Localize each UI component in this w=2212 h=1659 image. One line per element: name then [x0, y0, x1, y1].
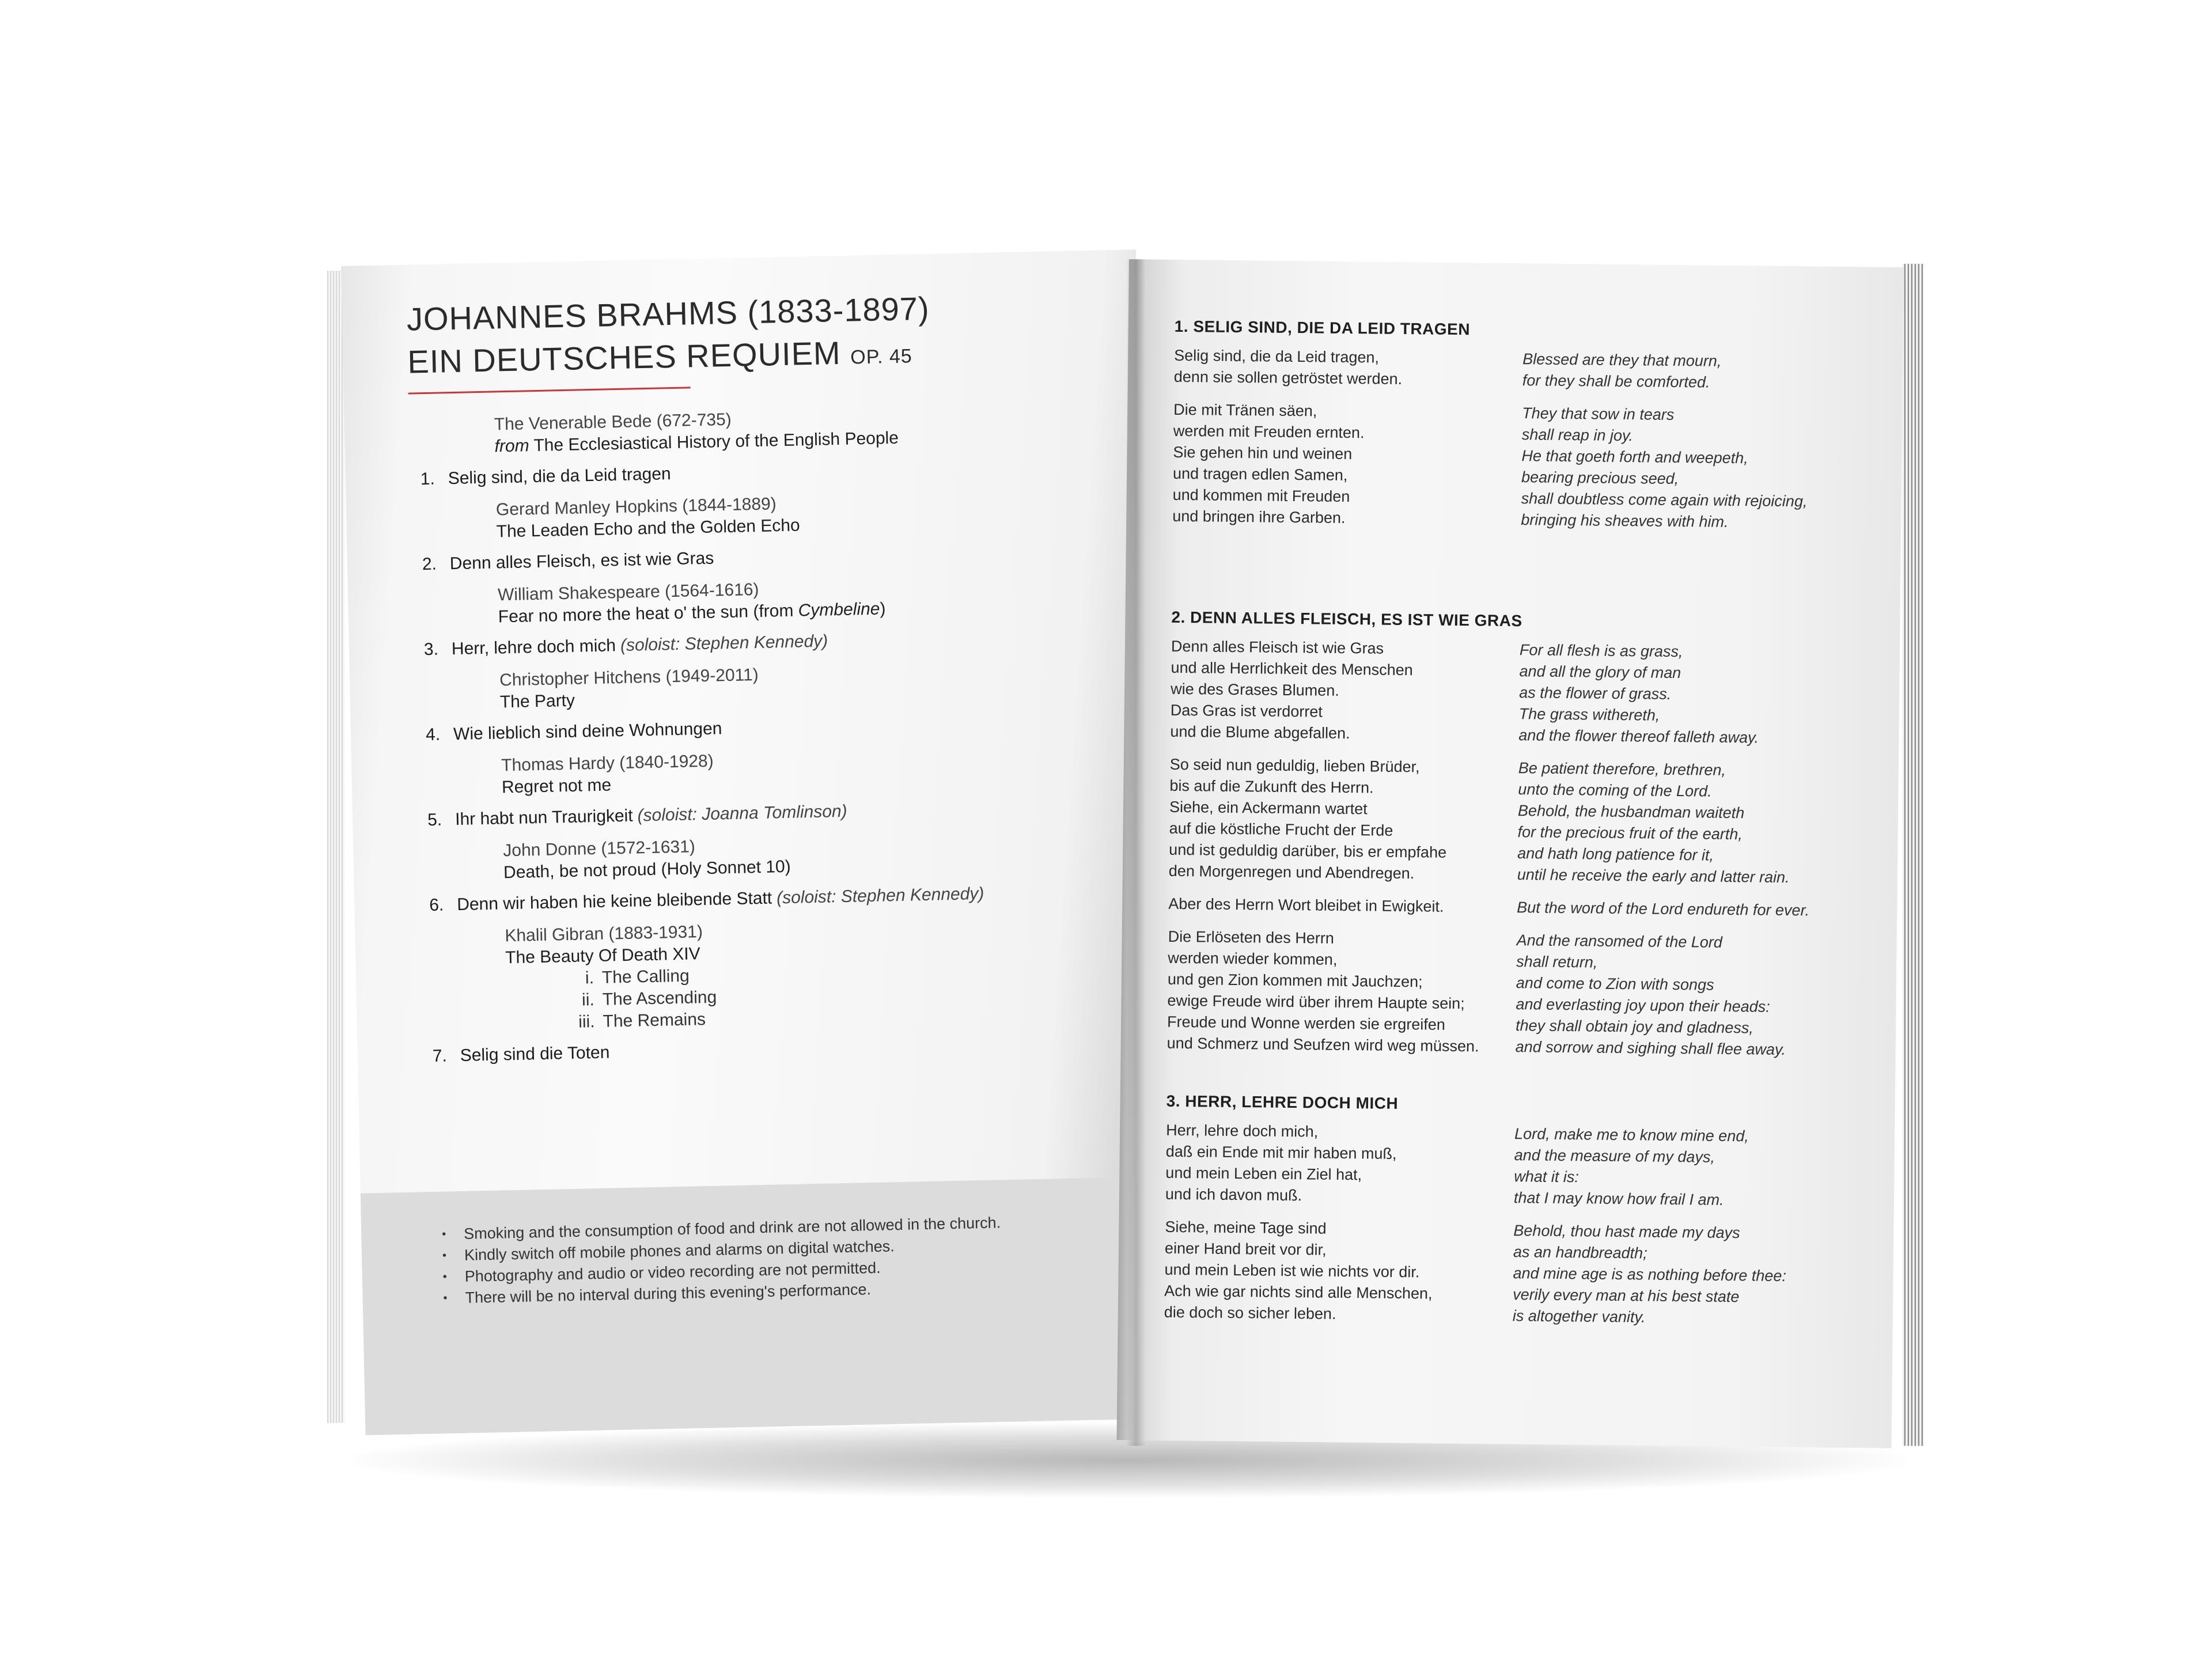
verse-line: and the flower thereof falleth away.	[1518, 726, 1759, 747]
stanza	[1174, 345, 1520, 391]
verse-line: auf die köstliche Frucht der Erde	[1169, 819, 1393, 839]
verse-line: und kommen mit Freuden	[1172, 486, 1350, 506]
program-movement	[426, 710, 1118, 746]
left-page-edges	[327, 271, 344, 1423]
english-text	[1515, 639, 1842, 1073]
right-page	[1117, 259, 1904, 1448]
title-block	[406, 287, 931, 395]
german-text	[1172, 345, 1520, 542]
source-author: William Shakespeare (1564-1616)	[497, 579, 759, 605]
verse-line: die doch so sicher leben.	[1164, 1303, 1336, 1323]
verse-line: shall reap in joy.	[1521, 426, 1634, 445]
stanza	[1522, 349, 1846, 395]
section-title: 2. DENN ALLES FLEISCH, ES IST WIE GRAS	[1171, 608, 1522, 630]
program-source	[503, 827, 1120, 884]
book-gutter	[1126, 259, 1146, 1446]
stanza	[1521, 403, 1844, 534]
notice-box	[361, 1177, 1160, 1435]
verse-line: shall return,	[1516, 953, 1598, 971]
verse-line: and all the glory of man	[1519, 662, 1681, 682]
notice-item: • Kindly switch off mobile phones and alarms on digital watches.	[442, 1233, 1002, 1266]
verse-line: Behold, the husbandman waiteth	[1517, 802, 1745, 822]
movement-title-wrap	[453, 718, 722, 745]
verse-line: as the flower of grass.	[1519, 684, 1672, 703]
verse-line: Freude und Wonne werden sie ergreifen	[1166, 1013, 1446, 1033]
verse-line: und ich davon muß.	[1165, 1185, 1302, 1205]
verse-line: Denn alles Fleisch ist wie Gras	[1171, 637, 1384, 657]
stanza	[1164, 1217, 1511, 1327]
source-author: John Donne (1572-1631)	[502, 837, 696, 861]
section-2	[1166, 608, 1862, 1073]
verse-line: Siehe, meine Tage sind	[1165, 1218, 1327, 1237]
source-work-title: The Leaden Echo and the Golden Echo	[496, 516, 801, 541]
verse-line: and come to Zion with songs	[1516, 974, 1714, 994]
movement-title-wrap	[449, 548, 714, 575]
source-author: Khalil Gibran (1883-1931)	[505, 922, 703, 946]
verse-line: that I may know how frail I am.	[1513, 1189, 1724, 1209]
verse-line: bringing his sheaves with him.	[1521, 511, 1729, 531]
english-text	[1512, 1123, 1837, 1342]
verse-line: bearing precious seed,	[1521, 468, 1679, 488]
verse-line: is altogether vanity.	[1512, 1307, 1646, 1326]
program-movement	[420, 454, 1112, 490]
source-work-title: Fear no more the heat o' the sun (from	[498, 601, 799, 627]
notice-item: • Smoking and the consumption of food and drink are not allowed in the church.	[442, 1212, 1001, 1245]
movement-soloist: (soloist: Stephen Kennedy)	[776, 884, 984, 908]
verse-line: werden mit Freuden ernten.	[1173, 422, 1365, 442]
verse-line: Herr, lehre doch mich,	[1166, 1121, 1319, 1141]
verse-line: So seid nun geduldig, lieben Brüder,	[1169, 755, 1420, 776]
notice-list	[442, 1212, 1002, 1309]
program-list	[419, 401, 1124, 1078]
source-work-title: Death, be not proud (Holy Sonnet 10)	[503, 857, 791, 882]
movement-title: Selig sind, die da Leid tragen	[448, 464, 671, 488]
verse-line: Be patient therefore, brethren,	[1518, 759, 1726, 779]
verse-line: und die Blume abgefallen.	[1170, 722, 1350, 743]
movement-number: 5.	[427, 810, 442, 830]
stanza	[1514, 1123, 1838, 1212]
left-page	[341, 249, 1160, 1435]
stanza	[1170, 636, 1517, 746]
title-work-name: EIN DEUTSCHES REQUIEM	[407, 334, 842, 380]
stanza	[1517, 897, 1839, 922]
movement-title: Ihr habt nun Traurigkeit	[454, 806, 633, 830]
verse-line: for the precious fruit of the earth,	[1517, 823, 1743, 843]
stanza	[1165, 1120, 1512, 1209]
source-author: The Venerable Bede (672-735)	[494, 410, 732, 434]
verse-line: denn sie sollen getröstet werden.	[1173, 368, 1403, 388]
verse-line: shall doubtless come again with rejoicing,	[1521, 490, 1808, 510]
verse-line: Lord, make me to know mine end,	[1514, 1125, 1749, 1145]
title-composer: JOHANNES BRAHMS (1833-1897)	[406, 290, 930, 338]
section-title: 3. HERR, LEHRE DOCH MICH	[1166, 1092, 1399, 1112]
verse-line: Die Erlöseten des Herrn	[1168, 927, 1334, 947]
movement-number: 2.	[422, 554, 437, 574]
german-text	[1164, 1120, 1512, 1338]
verse-line: and hath long patience for it,	[1517, 844, 1714, 864]
verse-line: and the measure of my days,	[1514, 1146, 1715, 1166]
verse-line: einer Hand breit vor dir,	[1164, 1239, 1327, 1259]
title-underline	[408, 387, 691, 394]
movement-soloist: (soloist: Stephen Kennedy)	[620, 631, 828, 655]
program-movement	[429, 880, 1121, 916]
source-author: Thomas Hardy (1840-1928)	[501, 751, 714, 775]
title-opus: OP. 45	[850, 345, 913, 369]
verse-line: Siehe, ein Ackermann wartet	[1169, 798, 1368, 818]
verse-line: Sie gehen hin und weinen	[1173, 443, 1353, 463]
verse-line: bis auf die Zukunft des Herrn.	[1169, 777, 1374, 797]
verse-line: as an handbreadth;	[1513, 1243, 1647, 1262]
movement-number: 3.	[423, 639, 439, 660]
verse-line: Blessed are they that mourn,	[1522, 350, 1722, 370]
source-author: Gerard Manley Hopkins (1844-1889)	[495, 494, 777, 520]
stanza	[1172, 399, 1519, 531]
source-author: Christopher Hitchens (1949-2011)	[499, 665, 759, 690]
movement-title: Wie lieblich sind deine Wohnungen	[453, 719, 722, 744]
verse-line: daß ein Ende mit mir haben muß,	[1165, 1142, 1397, 1162]
part-number: iii.	[578, 1012, 595, 1032]
stanza	[1516, 930, 1839, 1061]
verse-line: ewige Freude wird über ihrem Haupte sein;	[1167, 991, 1465, 1013]
movement-number: 7.	[432, 1046, 448, 1066]
verse-line: wie des Grases Blumen.	[1171, 680, 1339, 699]
program-source	[496, 486, 1113, 543]
movement-number: 4.	[425, 725, 441, 745]
english-text	[1521, 349, 1845, 546]
source-work-after: )	[880, 599, 886, 619]
verse-line: For all flesh is as grass,	[1519, 641, 1683, 661]
verse-line: verily every man at his best state	[1513, 1286, 1740, 1306]
verse-line: und bringen ihre Garben.	[1172, 507, 1346, 527]
verse-line: Ach wie gar nichts sind alle Menschen,	[1164, 1282, 1433, 1302]
verse-line: He that goeth forth and weepeth,	[1521, 447, 1748, 467]
stanza	[1169, 754, 1516, 885]
verse-line: But the word of the Lord endureth for ever.	[1517, 899, 1810, 919]
section-1	[1172, 317, 1866, 546]
german-text	[1166, 636, 1517, 1069]
verse-line: They that sow in tears	[1522, 404, 1675, 423]
verse-line: until he receive the early and latter rain.	[1517, 866, 1790, 887]
verse-line: and sorrow and sighing shall flee away.	[1515, 1038, 1786, 1059]
verse-line: und tragen edlen Samen,	[1172, 464, 1348, 484]
verse-line: und Schmerz und Seufzen wird weg müssen.	[1166, 1034, 1479, 1055]
verse-line: und alle Herrlichkeit des Menschen	[1171, 658, 1413, 679]
program-source	[501, 742, 1118, 798]
verse-line: and everlasting joy upon their heads:	[1516, 995, 1770, 1016]
movement-title: Herr, lehre doch mich	[451, 636, 616, 659]
verse-line: unto the coming of the Lord.	[1518, 781, 1712, 800]
movement-title-wrap	[452, 630, 828, 660]
verse-line: And the ransomed of the Lord	[1516, 931, 1723, 951]
source-work-title: The Party	[499, 691, 575, 712]
verse-line: werden wieder kommen,	[1168, 949, 1338, 968]
verse-line: Das Gras ist verdorret	[1170, 701, 1323, 721]
section-3	[1164, 1092, 1857, 1342]
movement-title: Selig sind die Toten	[460, 1043, 610, 1065]
source-parts	[572, 956, 1123, 1033]
movement-title-wrap	[448, 463, 671, 490]
stanza	[1168, 893, 1514, 918]
program-movement	[427, 795, 1119, 831]
verse-line: they shall obtain joy and gladness,	[1515, 1017, 1754, 1037]
program-movement	[432, 1031, 1124, 1067]
movement-title-wrap	[457, 883, 984, 916]
program-source	[498, 571, 1115, 628]
program-source	[499, 657, 1116, 713]
part-title: The Ascending	[602, 987, 717, 1009]
verse-line: Aber des Herrn Wort bleibet in Ewigkeit.	[1168, 895, 1444, 915]
movement-soloist: (soloist: Joanna Tomlinson)	[637, 801, 847, 825]
stanza	[1167, 926, 1514, 1058]
movement-title-wrap	[455, 801, 847, 831]
stanza	[1518, 639, 1842, 749]
verse-line: Behold, thou hast made my days	[1513, 1222, 1740, 1242]
verse-line: and mine age is as nothing before thee:	[1513, 1264, 1787, 1285]
source-work-italic: Cymbeline	[798, 599, 880, 620]
movement-number: 1.	[420, 469, 435, 489]
verse-line: und mein Leben ein Ziel hat,	[1165, 1164, 1362, 1184]
notice-item: • There will be no interval during this evening's performance.	[443, 1276, 1002, 1309]
title-work	[407, 330, 931, 388]
verse-line: Selig sind, die da Leid tragen,	[1174, 346, 1380, 366]
section-title: 1. SELIG SIND, DIE DA LEID TRAGEN	[1174, 317, 1471, 339]
verse-line: for they shall be comforted.	[1522, 372, 1710, 391]
movement-number: 6.	[429, 895, 444, 915]
verse-line: The grass withereth,	[1518, 705, 1660, 724]
right-page-edges	[1902, 264, 1924, 1446]
movement-title: Denn alles Fleisch, es ist wie Gras	[449, 548, 714, 574]
movement-title: Denn wir haben hie keine bleibende Statt	[456, 888, 772, 915]
source-work-title: The Ecclesiastical History of the English People	[533, 428, 899, 456]
stanza	[1513, 1220, 1836, 1330]
verse-line: und gen Zion kommen mit Jauchzen;	[1167, 970, 1423, 991]
part-number: ii.	[581, 990, 595, 1010]
source-from-prefix: from	[494, 436, 529, 456]
source-work-title: The Beauty Of Death XIV	[505, 944, 700, 968]
program-source	[505, 912, 1123, 1035]
verse-line: den Morgenregen und Abendregen.	[1168, 862, 1415, 882]
part-title: The Calling	[601, 966, 690, 987]
verse-line: what it is:	[1514, 1168, 1580, 1186]
movement-title-wrap	[460, 1042, 609, 1067]
program-movement	[422, 539, 1113, 575]
source-work-title: Regret not me	[501, 775, 612, 797]
part-title: The Remains	[603, 1010, 706, 1031]
stanza	[1517, 757, 1841, 889]
program-source	[494, 401, 1111, 457]
part-number: i.	[585, 968, 594, 988]
notice-item: • Photography and audio or video recording are not permitted.	[442, 1255, 1002, 1287]
verse-line: Die mit Tränen säen,	[1173, 400, 1317, 420]
verse-line: und ist geduldig darüber, bis er empfahe	[1169, 840, 1447, 861]
program-movement	[424, 624, 1116, 661]
verse-line: und mein Leben ist wie nichts vor dir.	[1164, 1260, 1420, 1281]
